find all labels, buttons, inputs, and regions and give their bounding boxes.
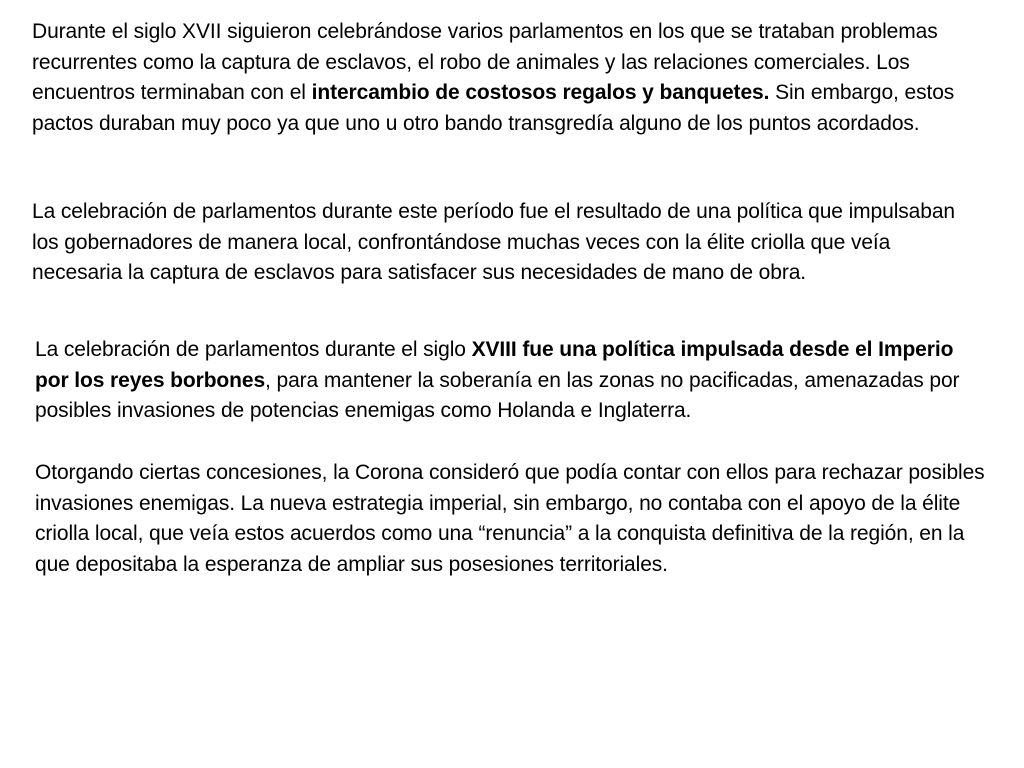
paragraph-text: La celebración de parlamentos durante este período fue el resultado de una política que impulsaban los gobernadores de manera local, confrontándose muchas veces con la élite criolla que veía necesaria la captura de esclavos para satisfacer sus necesidades de mano de obra. xyxy=(32,200,955,284)
emphasis-text: XVIII fue una política impulsada desde el Imperio por los reyes borbones xyxy=(35,338,954,392)
paragraph-text: Durante el siglo XVII siguieron celebrándose varios parlamentos en los que se trataban problemas recurrentes como la captura de esclavos, el robo de animales y las relaciones comerciales. Los encuentros terminaban con el xyxy=(32,20,938,104)
paragraph-concesiones xyxy=(35,458,995,580)
paragraph-text: Sin embargo, estos pactos duraban muy poco ya que uno u otro bando transgredía alguno de los puntos acordados. xyxy=(32,81,955,135)
emphasis-text: intercambio de costosos regalos y banquetes. xyxy=(311,81,770,104)
paragraph-siglo-xviii xyxy=(35,335,980,427)
paragraph-siglo-xvii xyxy=(32,17,977,139)
paragraph-text: La celebración de parlamentos durante el siglo xyxy=(35,338,472,361)
paragraph-text: , para mantener la soberanía en las zonas no pacificadas, amenazadas por posibles invasiones de potencias enemigas como Holanda e Inglaterra. xyxy=(35,368,960,422)
paragraph-text: Otorgando ciertas concesiones, la Corona consideró que podía contar con ellos para rechazar posibles invasiones enemigas. La nueva estrategia imperial, sin embargo, no contaba con el apoyo de la élite criolla local, que veía estos acuerdos como una “renuncia” a la conquista definitiva de la región, en la que depositaba la esperanza de ampliar sus posesiones territoriales. xyxy=(35,461,985,576)
paragraph-politica-local xyxy=(32,197,977,289)
